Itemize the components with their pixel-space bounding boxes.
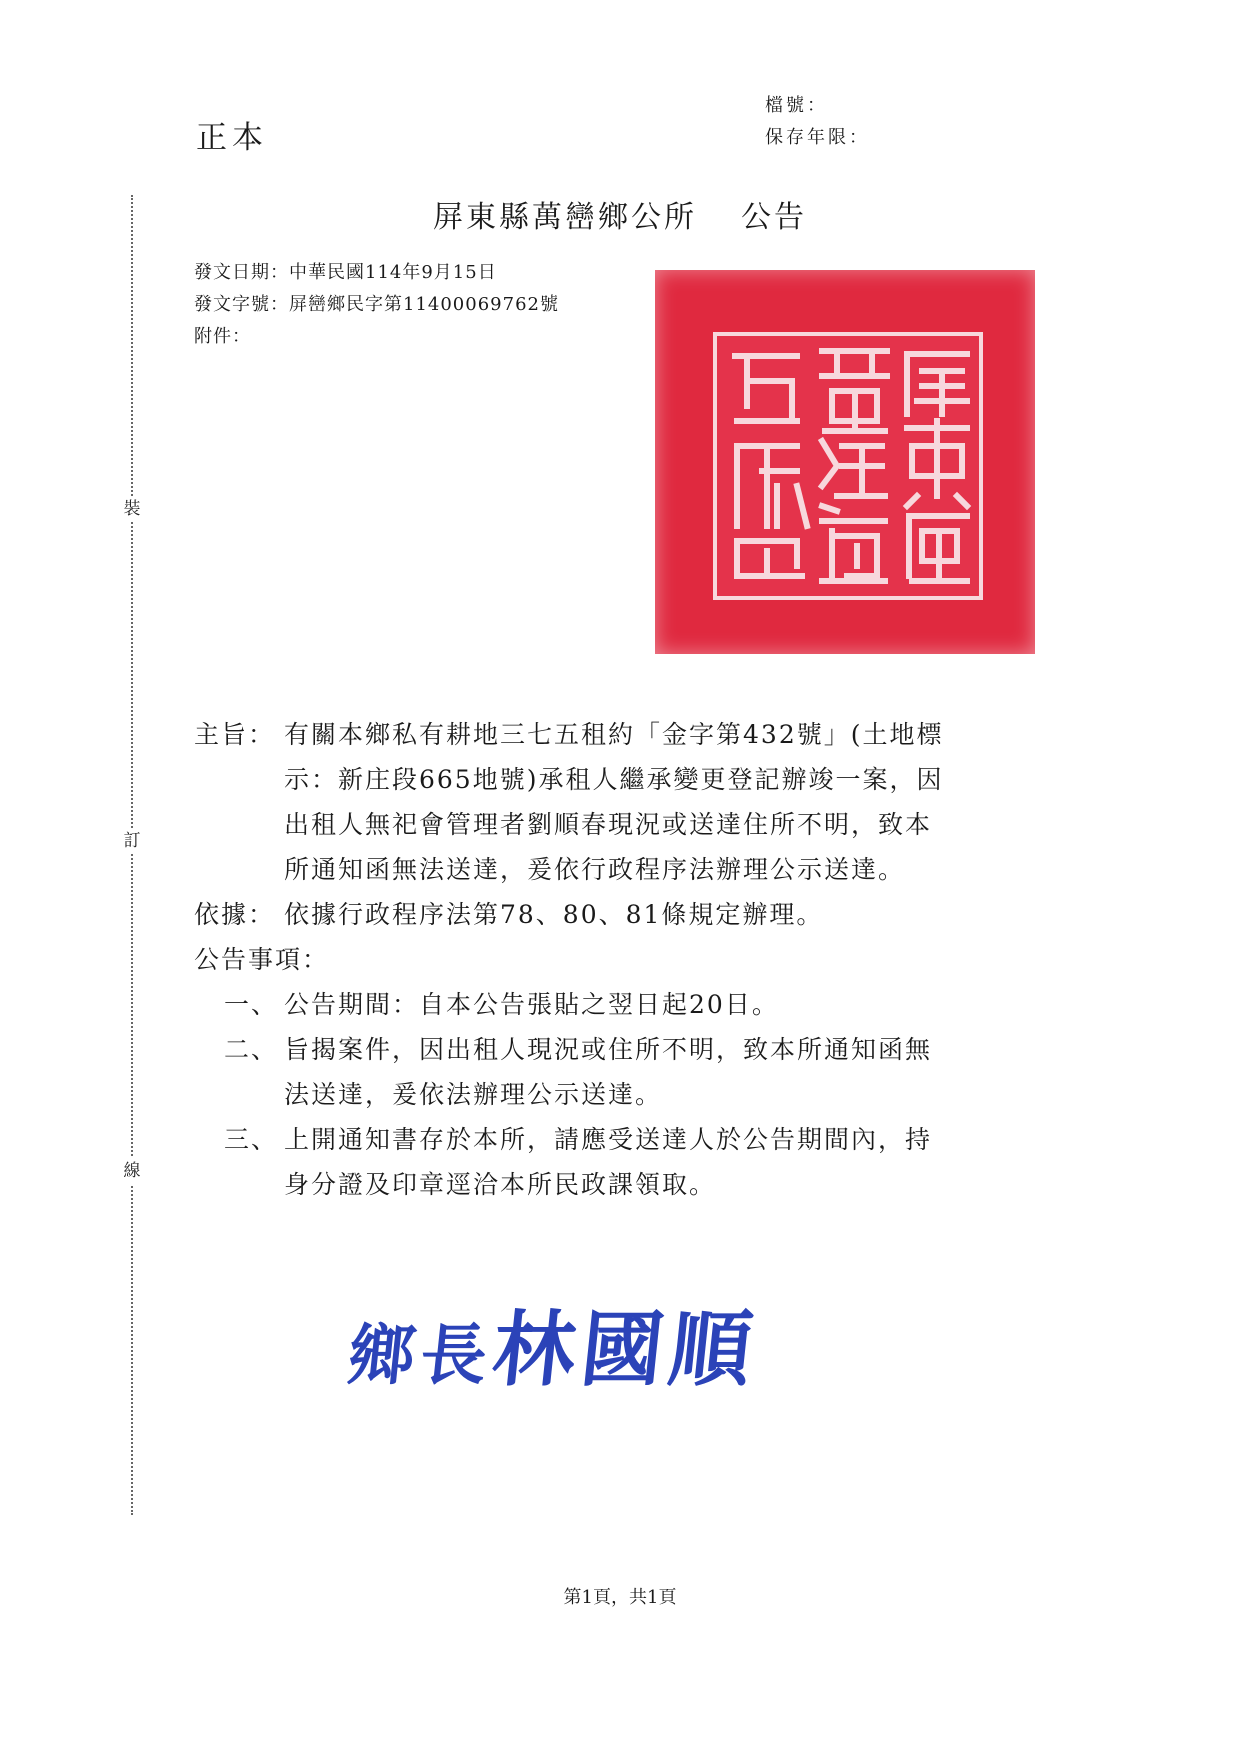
notice-item-line: 旨揭案件，因出租人現況或住所不明，致本所通知函無 — [284, 1035, 933, 1064]
notice-item-line: 法送達，爰依法辦理公示送達。 — [284, 1080, 663, 1109]
official-seal — [655, 270, 1035, 654]
dispatch-reference-number: 發文字號：屏巒鄉民字第11400069762號 — [194, 294, 559, 315]
notice-item-line: 公告期間：自本公告張貼之翌日起20日。 — [284, 990, 779, 1019]
subject-label: 主旨： — [194, 720, 276, 749]
signature-stamp — [344, 1285, 764, 1402]
binding-dotted-line — [131, 195, 133, 1515]
file-meta — [765, 90, 870, 154]
subject-line: 有關本鄉私有耕地三七五租約「金字第432號」(土地標 — [284, 720, 944, 749]
notice-item-number: 三、 — [224, 1125, 279, 1154]
dispatch-meta — [194, 257, 559, 353]
notice-label: 公告事項： — [194, 945, 330, 974]
document-title — [0, 192, 1240, 236]
subject-line: 所通知函無法送達，爰依行政程序法辦理公示送達。 — [284, 855, 906, 884]
binding-mark-xian: 線 — [121, 1158, 143, 1184]
notice-item-number: 二、 — [224, 1035, 279, 1064]
file-number-label: 檔號： — [765, 95, 828, 116]
notice-item-line: 身分證及印章逕洽本所民政課領取。 — [284, 1170, 717, 1199]
signatory-name: 林國順 — [488, 1302, 763, 1398]
signatory-title: 鄉長 — [344, 1316, 497, 1394]
document-type: 公告 — [741, 200, 807, 235]
subject-line: 出租人無祀會管理者劉順春現況或送達住所不明，致本 — [284, 810, 933, 839]
binding-mark-zhuang: 裝 — [121, 496, 143, 522]
issuing-office: 屏東縣萬巒鄉公所 — [433, 200, 697, 235]
retention-period-label: 保存年限： — [765, 127, 870, 148]
attachment-label: 附件： — [194, 326, 251, 347]
seal-inner-frame — [713, 332, 983, 600]
notice-item-number: 一、 — [224, 990, 279, 1019]
copy-label: 正本 — [196, 120, 268, 156]
basis-text: 依據行政程序法第78、80、81條規定辦理。 — [284, 900, 824, 929]
subject-line: 示：新庄段665地號)承租人繼承變更登記辦竣一案，因 — [284, 765, 944, 794]
notice-item-line: 上開通知書存於本所，請應受送達人於公告期間內，持 — [284, 1125, 933, 1154]
page-number: 第1頁，共1頁 — [563, 1587, 677, 1608]
basis-label: 依據： — [194, 900, 276, 929]
dispatch-date: 發文日期：中華民國114年9月15日 — [194, 262, 497, 283]
binding-mark-ding: 訂 — [121, 828, 143, 854]
seal-glyphs-graphic — [717, 336, 979, 596]
